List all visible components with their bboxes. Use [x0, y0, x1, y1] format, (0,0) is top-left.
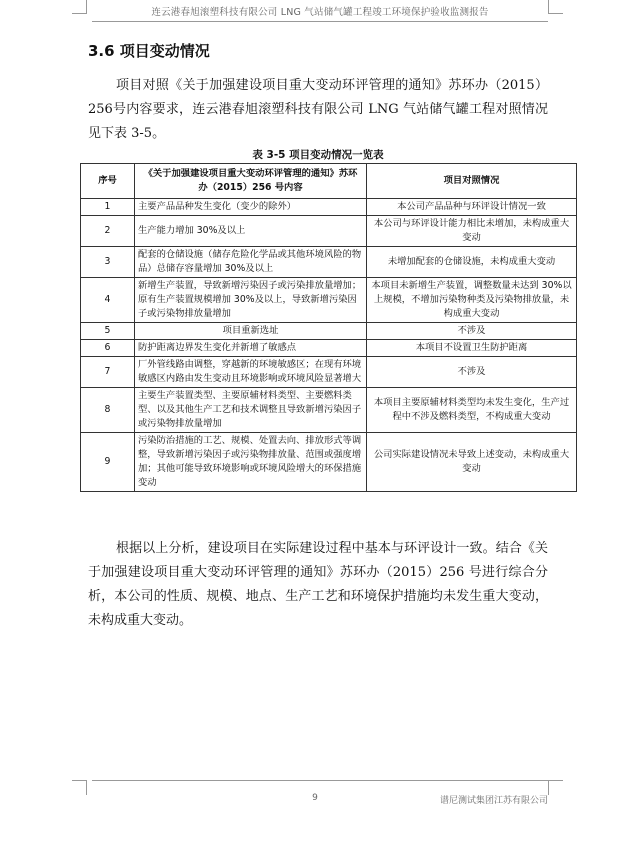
table-row — [81, 433, 577, 492]
table-row — [81, 357, 577, 388]
table-header-row — [81, 164, 577, 199]
header-content: 《关于加强建设项目重大变动环评管理的通知》苏环办（2015）256 号内容 — [135, 164, 367, 199]
row-no: 8 — [81, 388, 135, 433]
crop-mark-top-left — [72, 0, 87, 14]
table-row — [81, 216, 577, 247]
table-row — [81, 247, 577, 278]
section-title: 3.6 项目变动情况 — [88, 42, 210, 60]
row-no: 5 — [81, 323, 135, 340]
row-content: 主要生产装置类型、主要原辅材料类型、主要燃料类型、以及其他生产工艺和技术调整且导致新增污染因子或污染物排放量增加 — [135, 388, 367, 433]
footer-company: 谱尼测试集团江苏有限公司 — [439, 796, 548, 806]
row-content: 配套的仓储设施（储存危险化学品或其他环境风险的物品）总储存容量增加 30%及以上 — [135, 247, 367, 278]
footer-divider — [92, 780, 548, 781]
page-number: 9 — [312, 793, 318, 803]
page-header: 连云港春旭滚塑科技有限公司 LNG 气站储气罐工程竣工环境保护验收监测报告 — [92, 4, 548, 22]
row-content: 项目重新选址 — [135, 323, 367, 340]
row-result: 本项目未新增生产装置，调整数量未达到 30%以上规模，不增加污染物种类及污染物排放量，未构成重大变动 — [367, 278, 577, 323]
row-content: 防护距离边界发生变化并新增了敏感点 — [135, 340, 367, 357]
row-no: 7 — [81, 357, 135, 388]
row-no: 6 — [81, 340, 135, 357]
row-no: 2 — [81, 216, 135, 247]
header-no: 序号 — [81, 164, 135, 199]
table-row — [81, 340, 577, 357]
row-content: 新增生产装置，导致新增污染因子或污染排放量增加；原有生产装置规模增加 30%及以上，导致新增污染因子或污染物排放量增加 — [135, 278, 367, 323]
crop-mark-bottom-right — [548, 780, 563, 795]
row-no: 3 — [81, 247, 135, 278]
table-row — [81, 388, 577, 433]
intro-paragraph: 项目对照《关于加强建设项目重大变动环评管理的通知》苏环办（2015）256号内容要求，连云港春旭滚塑科技有限公司 LNG 气站储气罐工程对照情况见下表 3-5。 — [88, 78, 548, 141]
crop-mark-bottom-left — [72, 780, 87, 795]
row-no: 1 — [81, 199, 135, 216]
row-content: 主要产品品种发生变化（变少的除外） — [135, 199, 367, 216]
row-result: 不涉及 — [367, 323, 577, 340]
row-result: 未增加配套的仓储设施，未构成重大变动 — [367, 247, 577, 278]
table-row — [81, 323, 577, 340]
row-content: 生产能力增加 30%及以上 — [135, 216, 367, 247]
row-result: 不涉及 — [367, 357, 577, 388]
row-result: 本公司产品品种与环评设计情况一致 — [367, 199, 577, 216]
row-result: 公司实际建设情况未导致上述变动，未构成重大变动 — [367, 433, 577, 492]
table-row — [81, 278, 577, 323]
crop-mark-top-right — [548, 0, 563, 14]
row-no: 4 — [81, 278, 135, 323]
change-table — [80, 163, 577, 492]
table-caption: 表 3-5 项目变动情况一览表 — [252, 149, 384, 161]
row-result: 本公司与环评设计能力相比未增加，未构成重大变动 — [367, 216, 577, 247]
row-content: 污染防治措施的工艺、规模、处置去向、排放形式等调整，导致新增污染因子或污染物排放量、范围或强度增加；其他可能导致环境影响或环境风险增大的环保措施变动 — [135, 433, 367, 492]
row-result: 本项目不设置卫生防护距离 — [367, 340, 577, 357]
table-row — [81, 199, 577, 216]
row-content: 厂外管线路由调整，穿越新的环境敏感区；在现有环境敏感区内路由发生变动且环境影响或环境风险显著增大 — [135, 357, 367, 388]
header-result: 项目对照情况 — [367, 164, 577, 199]
row-no: 9 — [81, 433, 135, 492]
conclusion-paragraph: 根据以上分析，建设项目在实际建设过程中基本与环评设计一致。结合《关于加强建设项目重大变动环评管理的通知》苏环办（2015）256 号进行综合分析，本公司的性质、规模、地点、生产工艺和环境保护措施均未发生重大变动，未构成重大变动。 — [88, 541, 548, 628]
row-result: 本项目主要原辅材料类型均未发生变化，生产过程中不涉及燃料类型，不构成重大变动 — [367, 388, 577, 433]
